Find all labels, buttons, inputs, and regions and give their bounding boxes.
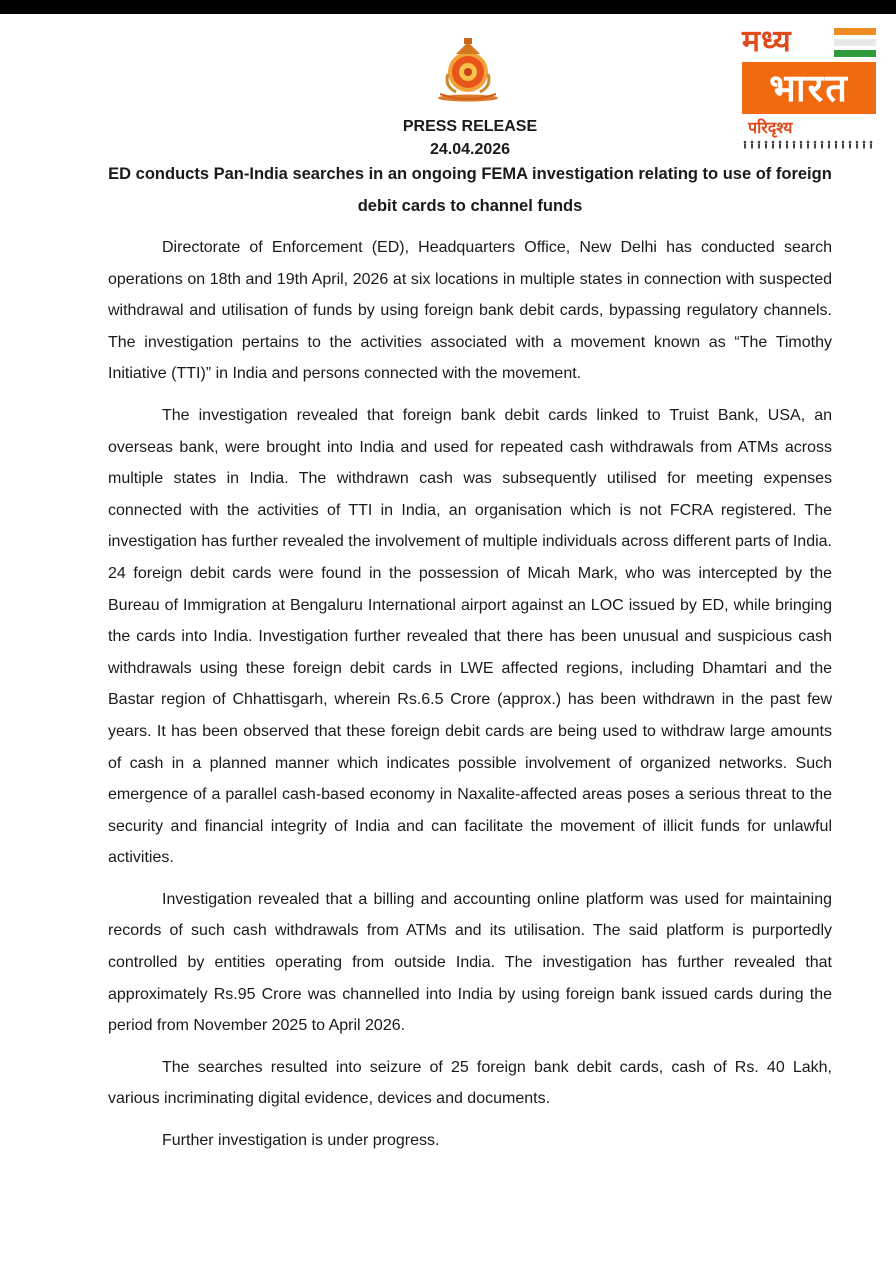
document-body: [108, 232, 832, 1167]
flag-stripes-icon: [834, 28, 876, 61]
brand-main-text: भारत: [742, 62, 876, 114]
top-bar: [0, 0, 896, 14]
press-release-label: PRESS RELEASE: [402, 118, 538, 135]
body-paragraph: The investigation revealed that foreign bank debit cards linked to Truist Bank, USA, an overseas bank, were brought into India and used for repeated cash withdrawals from ATMs across multiple states in India. The withdrawn cash was subsequently utilised for meeting expenses connected with the activities of TTI in India, an organisation which is not FCRA registered. The investigation has further revealed the involvement of multiple individuals across different parts of India. 24 foreign debit cards were found in the possession of Micah Mark, who was intercepted by the Bureau of Immigration at Bengaluru International airport against an LOC issued by ED, while bringing the cards into India. Investigation further revealed that there has been unusual and suspicious cash withdrawals using these foreign debit cards in LWE affected regions, including Dhamtari and the Bastar region of Chhattisgarh, wherein Rs.6.5 Crore (approx.) has been withdrawn in the past few years. It has been observed that these foreign debit cards are being used to withdraw large amounts of cash in a planned manner which indicates possible involvement of organized networks. Such emergence of a parallel cash-based economy in Naxalite-affected areas poses a serious threat to the security and financial integrity of India and can facilitate the movement of illicit funds for unlawful activities.: [108, 406, 832, 867]
body-paragraph: Directorate of Enforcement (ED), Headquarters Office, New Delhi has conducted search operations on 18th and 19th April, 2026 at six locations in multiple states in connection with suspected withdrawal and utilisation of funds by using foreign bank debit cards, bypassing regulatory channels. The investigation pertains to the activities associated with a movement known as “The Timothy Initiative (TTI)” in India and persons connected with the movement.: [108, 239, 832, 383]
release-date: 24.04.2026: [429, 141, 511, 158]
document-title: ED conducts Pan-India searches in an ongoing FEMA investigation relating to use of foreign debit cards to channel funds: [108, 165, 832, 215]
body-paragraph: The searches resulted into seizure of 25 foreign bank debit cards, cash of Rs. 40 Lakh, various incriminating digital evidence, devices and documents.: [108, 1058, 832, 1108]
brand-top-text: मध्य: [742, 24, 792, 59]
body-paragraph: Further investigation is under progress.: [162, 1132, 440, 1150]
enforcement-directorate-emblem-icon: [434, 34, 502, 102]
body-paragraph: Investigation revealed that a billing and accounting online platform was used for maintaining records of such cash withdrawals from ATMs and its utilisation. The said platform is purportedly controlled by entities operating from outside India. The investigation has further revealed that approximately Rs.95 Crore was channelled into India by using foreign bank issued cards during the period from November 2025 to April 2026.: [108, 890, 832, 1035]
brand-sub-text: परिदृश्य: [748, 118, 793, 137]
